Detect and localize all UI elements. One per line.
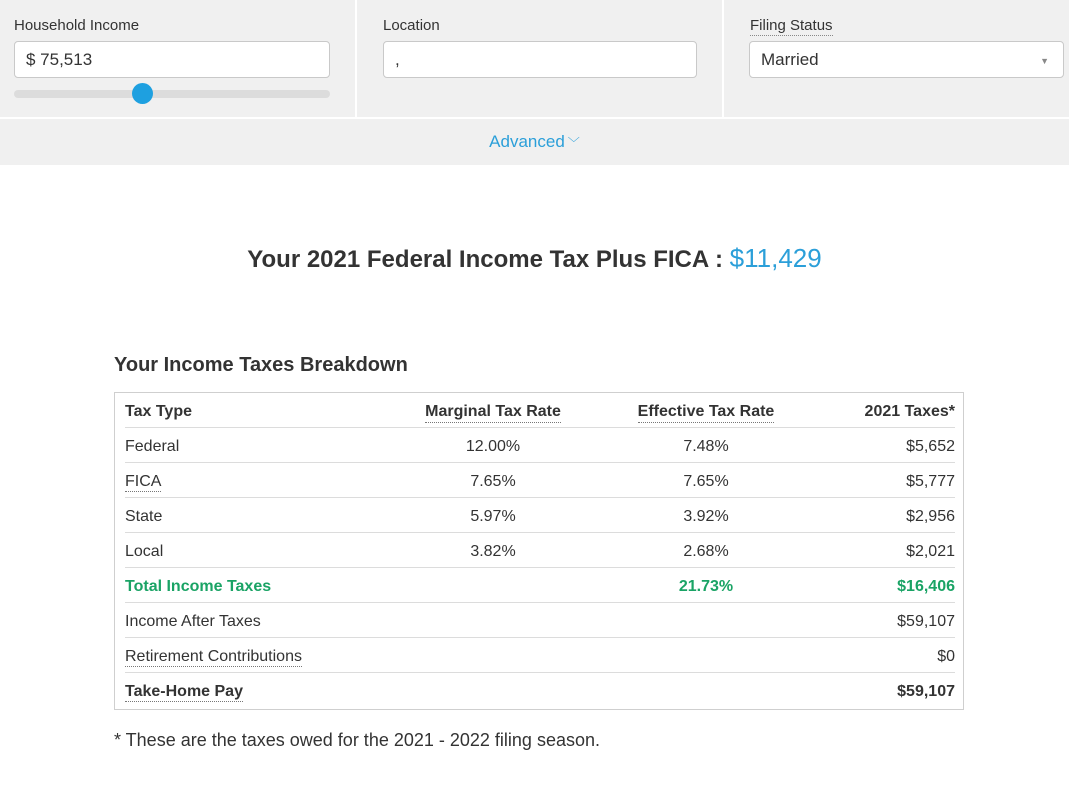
retirement-value: $0 <box>937 648 955 665</box>
row-type: Local <box>125 543 164 560</box>
advanced-toggle[interactable] <box>0 132 1069 152</box>
household-income-section <box>0 0 355 117</box>
row-effective-rate: 7.65% <box>683 473 729 490</box>
header-2021-taxes: 2021 Taxes* <box>864 403 955 420</box>
after-taxes-row <box>125 603 955 638</box>
tax-breakdown-table <box>114 392 964 710</box>
row-effective-rate: 3.92% <box>683 508 729 525</box>
income-slider-thumb[interactable] <box>132 83 153 104</box>
take-home-label[interactable]: Take-Home Pay <box>125 683 243 700</box>
row-type: Federal <box>125 438 180 455</box>
row-taxes: $2,956 <box>906 508 955 525</box>
location-label: Location <box>383 17 440 34</box>
horizontal-divider <box>0 117 1069 119</box>
table-row <box>125 428 955 463</box>
retirement-row <box>125 638 955 673</box>
headline-text: Your 2021 Federal Income Tax Plus FICA : <box>247 246 730 273</box>
location-section <box>357 0 722 117</box>
row-marginal-rate: 5.97% <box>470 508 516 525</box>
location-input[interactable]: , <box>383 41 697 78</box>
retirement-label[interactable]: Retirement Contributions <box>125 648 302 665</box>
table-row <box>125 533 955 568</box>
total-effective-rate: 21.73% <box>678 578 734 595</box>
table-row <box>125 463 955 498</box>
table-header-row <box>125 393 955 428</box>
row-marginal-rate: 12.00% <box>465 438 521 455</box>
row-taxes: $2,021 <box>906 543 955 560</box>
row-taxes: $5,777 <box>906 473 955 490</box>
filing-status-select[interactable] <box>749 41 1064 78</box>
row-taxes: $5,652 <box>906 438 955 455</box>
row-effective-rate: 2.68% <box>683 543 729 560</box>
filing-status-label[interactable]: Filing Status <box>750 17 833 34</box>
header-marginal-rate[interactable]: Marginal Tax Rate <box>425 403 561 423</box>
household-income-label: Household Income <box>14 17 140 34</box>
take-home-row <box>125 673 955 708</box>
headline-amount: $11,429 <box>729 243 822 273</box>
after-taxes-label: Income After Taxes <box>125 613 261 630</box>
header-tax-type: Tax Type <box>125 403 192 420</box>
table-row <box>125 498 955 533</box>
total-taxes: $16,406 <box>897 578 955 595</box>
take-home-value: $59,107 <box>897 683 955 700</box>
advanced-label: Advanced <box>489 132 565 151</box>
filing-status-section <box>724 0 1069 117</box>
tax-headline <box>0 243 1069 274</box>
income-slider-track[interactable] <box>14 90 330 98</box>
filing-status-value: Married <box>761 50 819 69</box>
dropdown-arrow-icon: ▼ <box>1040 56 1049 66</box>
row-marginal-rate: 7.65% <box>470 473 516 490</box>
calculator-inputs-bar <box>0 0 1069 165</box>
row-type[interactable]: FICA <box>125 473 162 490</box>
chevron-down-icon: ﹀ <box>567 136 580 150</box>
footnote: * These are the taxes owed for the 2021 - 2022 filing season. <box>114 730 600 750</box>
row-effective-rate: 7.48% <box>683 438 729 455</box>
after-taxes-value: $59,107 <box>897 613 955 630</box>
row-type: State <box>125 508 163 525</box>
total-row <box>125 568 955 603</box>
row-marginal-rate: 3.82% <box>470 543 516 560</box>
breakdown-title: Your Income Taxes Breakdown <box>114 354 408 376</box>
total-label: Total Income Taxes <box>125 578 272 595</box>
header-effective-rate[interactable]: Effective Tax Rate <box>638 403 775 423</box>
household-income-input[interactable]: $ 75,513 <box>14 41 330 78</box>
